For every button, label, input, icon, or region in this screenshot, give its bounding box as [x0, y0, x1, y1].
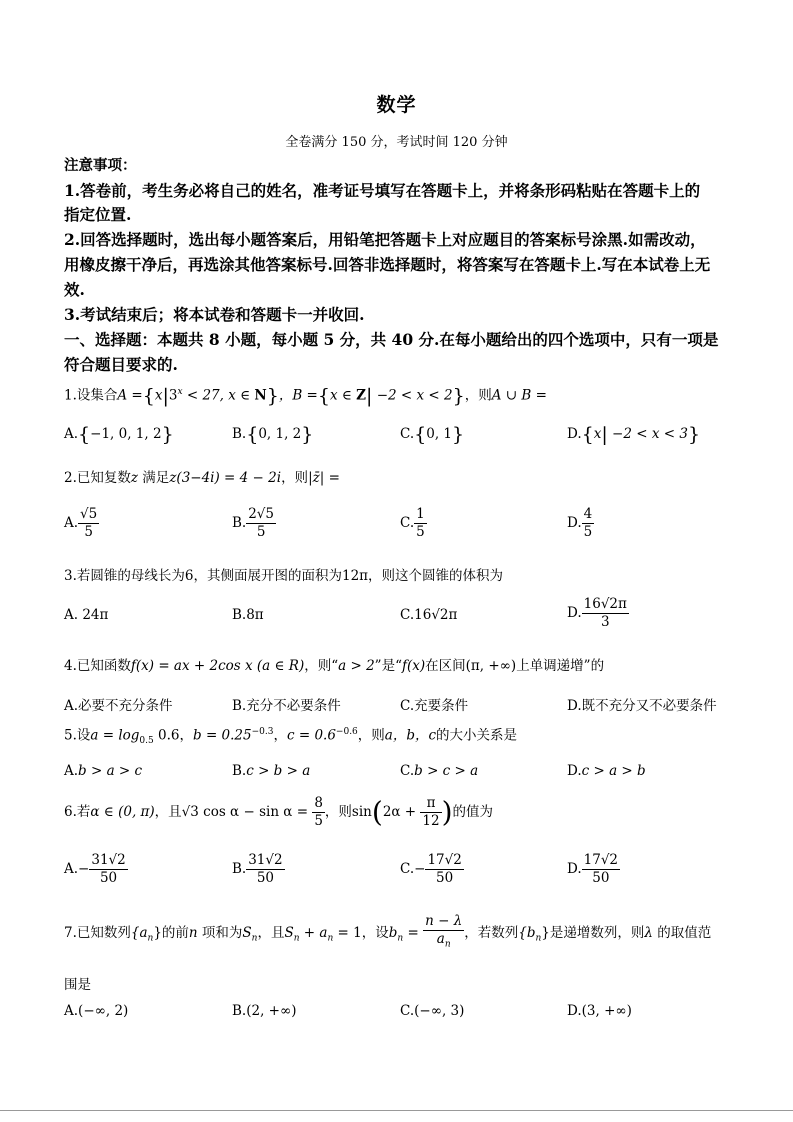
question-7-stem: 7.已知数列$\{a_n\}$的前n 项和为$S_n$，且$S_n + a_n = 1$，设$b_n$ = $\frac{n - \lambda}{a_n}$ ，若数列$\{b_n\}$是递增数列，则λ 的取值范 — [64, 913, 712, 950]
question-1-option-c: C.{0, 1} — [400, 423, 465, 446]
question-5-option-a: A.b > a > c — [64, 763, 143, 779]
notice-line-3: 2.回答选择题时，选出每小题答案后，用铅笔把答题卡上对应题目的答案标号涂黑.如需改动， — [64, 230, 706, 249]
question-3-option-d: D. $\frac{16√2\pi}{3}$ — [567, 596, 627, 630]
page-bottom-divider — [0, 1110, 793, 1111]
question-7-option-d: D.(3, +∞) — [567, 1003, 632, 1019]
question-4-option-d: D.既不充分又不必要条件 — [567, 698, 717, 714]
question-7-stem-line-2: 围是 — [64, 977, 91, 993]
question-1-stem: 1.设集合$A =\{x|3^x < 27$, x ∈ N}，B ={x ∈ Z| −2 < x < 2}，则A ∪ B = — [64, 385, 547, 407]
question-5-stem: 5.设$a = \log_{0.5} 0.6$，$b = 0.25^{-0.3}$，$c = 0.6^{-0.6}$，则a，b，c的大小关系是 — [64, 727, 518, 747]
section-heading-line-1: 一、选择题：本题共 8 小题，每小题 5 分，共 40 分.在每小题给出的四个选项中，只有一项是 — [64, 330, 719, 349]
notice-heading: 注意事项： — [64, 157, 137, 174]
question-4-option-a: A.必要不充分条件 — [64, 698, 173, 714]
question-6-option-a: A.− $\frac{31√2}{50}$ — [64, 852, 126, 886]
section-heading-line-2: 符合题目要求的. — [64, 355, 178, 374]
question-3-option-a: A. 24π — [64, 607, 109, 623]
question-7-option-b: B.(2, +∞) — [232, 1003, 297, 1019]
question-1-option-a: A.{−1, 0, 1, 2} — [64, 423, 174, 446]
question-5-option-b: B.c > b > a — [232, 763, 311, 779]
notice-line-1: 1.答卷前，考生务必将自己的姓名，准考证号填写在答题卡上，并将条形码粘贴在答题卡上的 — [64, 181, 701, 200]
question-2-option-a: A. $\frac{√5}{5}$ — [64, 506, 98, 540]
question-6-option-b: B. $\frac{31√2}{50}$ — [232, 852, 283, 886]
notice-line-2: 指定位置. — [64, 205, 132, 224]
notice-line-6: 3.考试结束后；将本试卷和答题卡一并收回. — [64, 305, 365, 324]
question-7-option-a: A.(−∞, 2) — [64, 1003, 129, 1019]
question-6-option-d: D. $\frac{17√2}{50}$ — [567, 852, 619, 886]
question-6-option-c: C.− $\frac{17√2}{50}$ — [400, 852, 462, 886]
notice-line-4: 用橡皮擦干净后，再选涂其他答案标号.回答非选择题时，将答案写在答题卡上.写在本试卷上无 — [64, 255, 711, 274]
question-2-option-d: D. $\frac{4}{5}$ — [567, 506, 593, 540]
question-2-stem: 2.已知复数z 满足z(3−4i) = 4 − 2i，则|z̄| = — [64, 470, 340, 486]
question-6-stem: 6.若α ∈ (0, π)，且√3 cos α − sin α = $\frac{8}{5}$ ，则sin(2α + $\frac{\pi}{12}$ )的值为 — [64, 795, 494, 829]
question-1-option-b: B.{0, 1, 2} — [232, 423, 314, 446]
question-4-option-c: C.充要条件 — [400, 698, 469, 714]
question-7-option-c: C.(−∞, 3) — [400, 1003, 465, 1019]
question-4-stem: 4.已知函数f(x) = ax + 2cos x (a ∈ R)，则“a > 2”是“f(x)在区间(π, +∞)上单调递增”的 — [64, 658, 605, 674]
notice-line-5: 效. — [64, 280, 85, 299]
question-3-option-c: C.16√2π — [400, 607, 458, 623]
question-2-option-c: C. $\frac{1}{5}$ — [400, 506, 425, 540]
question-3-option-b: B.8π — [232, 607, 264, 623]
question-2-option-b: B. $\frac{2√5}{5}$ — [232, 506, 274, 540]
question-5-option-d: D.c > a > b — [567, 763, 646, 779]
question-4-option-b: B.充分不必要条件 — [232, 698, 341, 714]
question-5-option-c: C.b > c > a — [400, 763, 479, 779]
question-1-option-d: D.{x| −2 < x < 3} — [567, 423, 701, 446]
question-3-stem: 3.若圆锥的母线长为6，其侧面展开图的面积为12π，则这个圆锥的体积为 — [64, 568, 504, 584]
page-title: 数学 — [376, 94, 417, 116]
page-subtitle: 全卷满分 150 分，考试时间 120 分钟 — [285, 135, 508, 150]
